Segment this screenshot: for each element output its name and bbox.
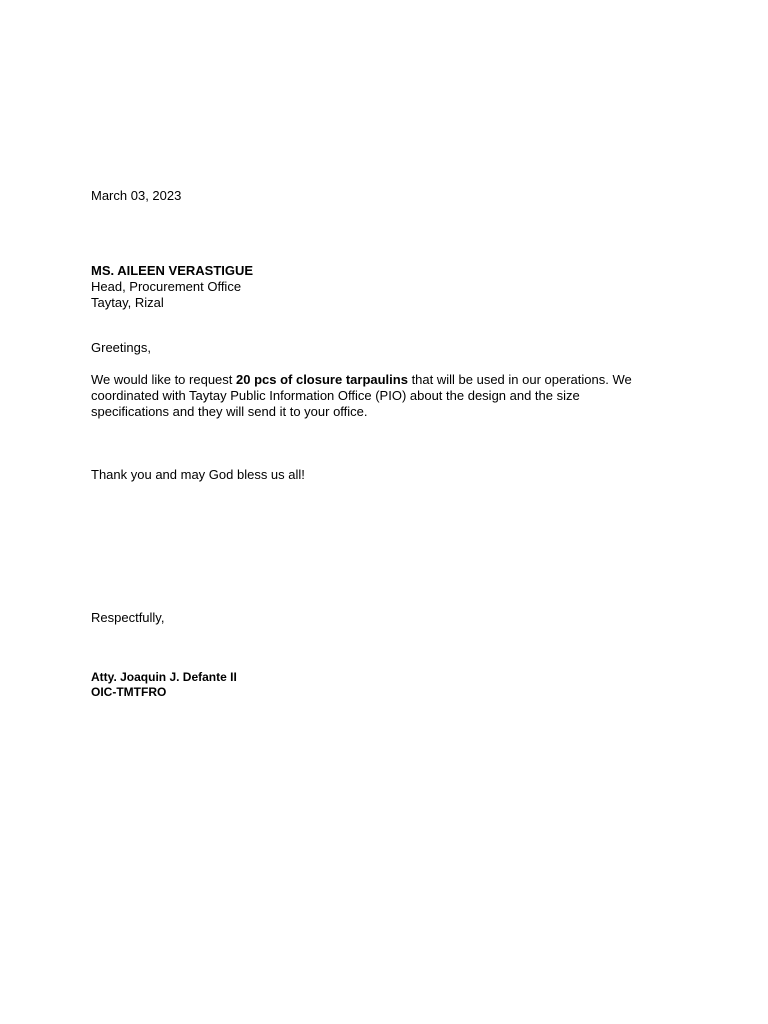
signatory-position: OIC-TMTFRO	[91, 685, 167, 699]
recipient-location: Taytay, Rizal	[91, 295, 164, 310]
letter-date: March 03, 2023	[91, 188, 182, 203]
body-line-1-end: that will be used in our operations. We	[407, 372, 632, 387]
body-line-1	[91, 372, 671, 388]
body-line-2: coordinated with Taytay Public Information Office (PIO) about the design and the size	[91, 388, 580, 403]
greeting: Greetings,	[91, 340, 151, 355]
body-line-1-start: We would like to request	[91, 372, 236, 387]
signatory-name: Atty. Joaquin J. Defante II	[91, 670, 237, 684]
closing: Respectfully,	[91, 610, 165, 625]
body-line-3: specifications and they will send it to your office.	[91, 404, 368, 419]
body-highlight: 20 pcs of closure tarpaulins	[236, 372, 408, 387]
thanks-line: Thank you and may God bless us all!	[91, 467, 305, 482]
recipient-name: MS. AILEEN VERASTIGUE	[91, 263, 254, 278]
recipient-title: Head, Procurement Office	[91, 279, 242, 294]
body-paragraph	[91, 372, 671, 420]
